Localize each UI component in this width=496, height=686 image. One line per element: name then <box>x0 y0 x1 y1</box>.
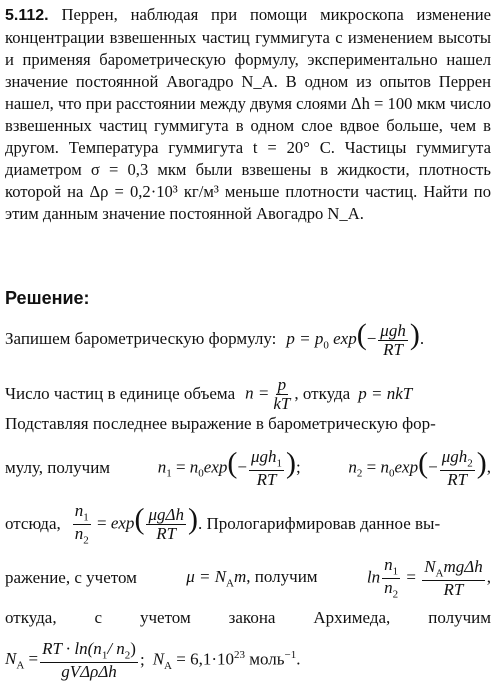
substitution-line: Подставляя последнее выражение в барометрическую фор- <box>5 414 436 433</box>
avogadro-result-line: $N_A$ = $\frac{RT \cdot \ln(n_1/ n_2)}{\text{gVΔρΔh}}$ ; $N_A = 6,1\cdot 10^{23}$ моль$^{-1}$. <box>5 639 301 681</box>
barometric-formula-line: Запишем барометрическую формулу: $p = p_0$ exp(− $\frac{\text{μgh}}{RT}$ ). <box>5 318 425 359</box>
ratio-line: отсюда, $\frac{n_1}{n_2}$ = exp( $\frac{\text{μgΔh}}{RT}$ ) . Прологарифмировав данное вы- <box>5 501 441 547</box>
barometric-text: Запишем барометрическую формулу: <box>5 329 277 349</box>
archimedes-line: откуда, с учетом закона Архимеда, получим <box>5 608 491 627</box>
fraction: $\frac{\text{μgh}}{RT}$ <box>380 320 406 359</box>
problem-statement <box>5 4 491 225</box>
particle-count-line: Число частиц в единице объема n = $\frac{p}{kT}$ , откуда p = nkT <box>5 375 413 413</box>
solution-heading: Решение: <box>5 288 90 308</box>
problem-number: 5.112. <box>5 7 49 24</box>
n1-n2-line: мулу, получим $n_1 = n_0\exp(-$ $\frac{\mu gh_1}{RT}$ ); $n_2 = n_0\exp(-$ $\frac{\mu gh_2}{RT}$ ), <box>5 446 491 489</box>
problem-text: Перрен, наблюдая при помощи микроскопа изменение концентрации взвешенных частиц гуммигута с изменением высоты и применяя барометрическую формулу, экспериментально нашел значение постоянной Авогадро N_A. В одном из опытов Перрен нашел, что при расстоянии между двумя слоями Δh = 100 мкм число взвешенных частиц гуммигута в одном слое вдвое больше, чем в другом. Температура гуммигута t = 20° C. Частицы гуммигута диаметром σ = 0,3 мкм были взвешены в жидкости, плотность которой на Δρ = 0,2·10³ кг/м³ меньше плотности частиц. Найти по этим данным значение постоянной Авогадро N_A. <box>5 5 491 223</box>
log-line: ражение, с учетом $\mu = N_Am$, получим ln $\frac{n_1}{n_2}$ = $\frac{N_Amg\Delta h}{RT}$ , <box>5 555 491 601</box>
